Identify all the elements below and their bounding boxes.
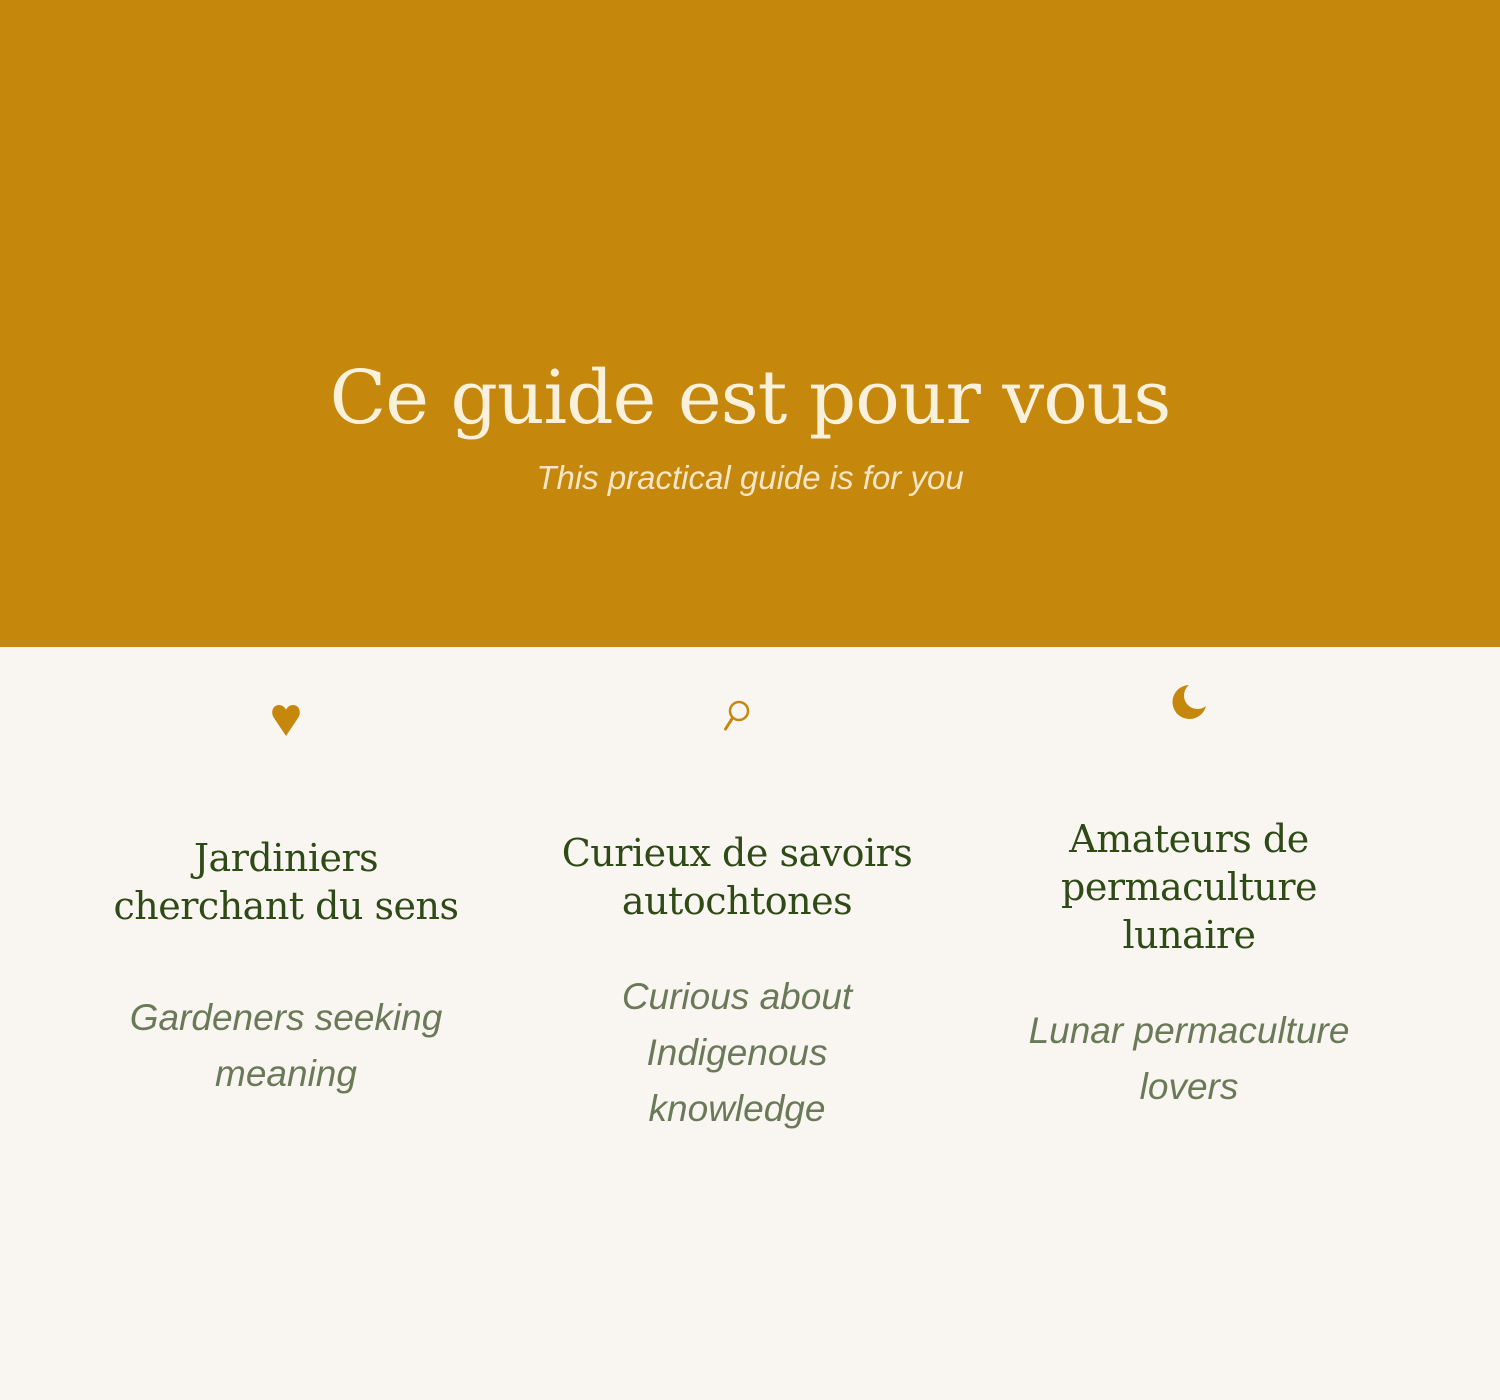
magnifier-icon	[537, 698, 937, 739]
audience-description: Lunar permaculture lovers	[1028, 1010, 1350, 1107]
hero-subtitle: This practical guide is for you	[536, 459, 964, 496]
crescent-moon-icon	[989, 682, 1389, 727]
hero-banner	[0, 0, 1500, 647]
audience-description: Gardeners seeking meaning	[129, 997, 443, 1094]
heart-icon	[86, 703, 486, 742]
audience-title: Amateurs de permaculture lunaire	[1061, 817, 1317, 957]
audience-description: Curious about Indigenous knowledge	[621, 976, 853, 1129]
audience-title: Curieux de savoirs autochtones	[561, 831, 913, 923]
hero-title: Ce guide est pour vous	[329, 355, 1171, 441]
audience-title: Jardiniers cherchant du sens	[113, 836, 459, 928]
